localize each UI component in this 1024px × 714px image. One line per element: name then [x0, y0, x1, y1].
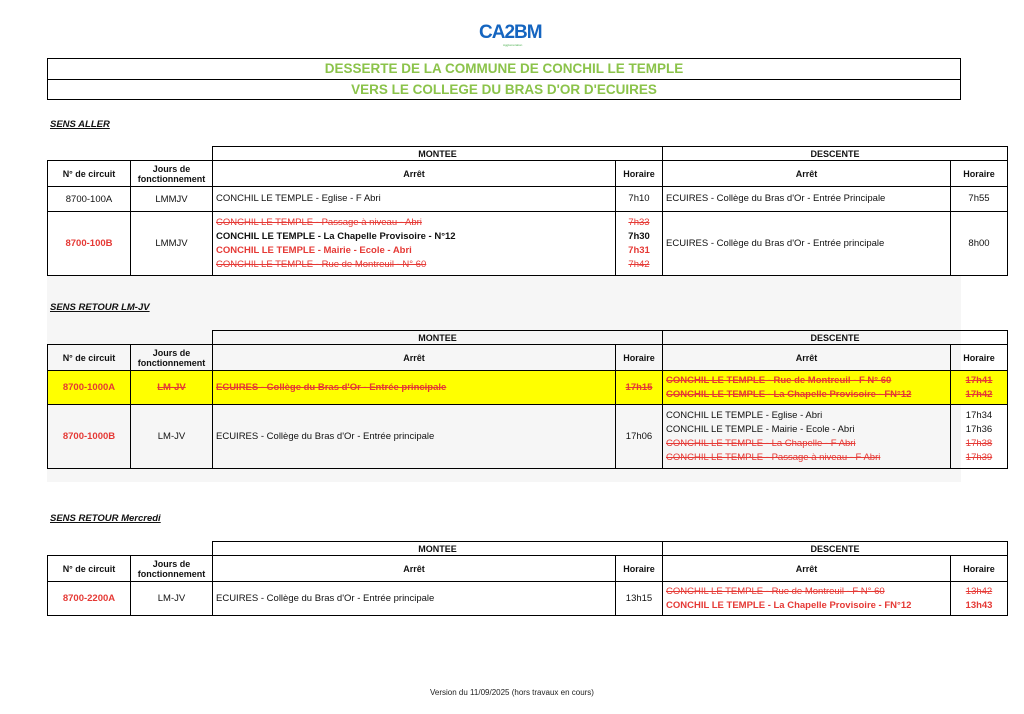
- operating-days: LMMJV: [131, 212, 213, 276]
- descente-header: DESCENTE: [663, 331, 1008, 345]
- section-label-aller: SENS ALLER: [50, 119, 110, 130]
- circuit-header: N° de circuit: [48, 345, 131, 371]
- section-label-retour-mercredi: SENS RETOUR Mercredi: [50, 513, 161, 524]
- stop-name: CONCHIL LE TEMPLE - Passage à niveau - Abri: [216, 216, 422, 228]
- arret-header: Arrêt: [213, 345, 616, 371]
- timetable: [47, 330, 1008, 469]
- stop-name: CONCHIL LE TEMPLE - Passage à niveau - F Abri: [666, 451, 881, 463]
- stop-time: 7h55: [968, 193, 990, 204]
- descente-stops: [663, 582, 951, 616]
- stop-time: 7h31: [628, 244, 650, 256]
- stop-time: 8h00: [968, 237, 990, 249]
- stop-time: 17h42: [965, 388, 993, 400]
- descente-times: [951, 212, 1008, 276]
- descente-times: [951, 582, 1008, 616]
- jours-header: Jours de fonctionnement: [131, 345, 213, 371]
- descente-stops: [663, 212, 951, 276]
- operating-days: LM-JV: [131, 405, 213, 469]
- descente-times: [951, 371, 1008, 405]
- montee-stops: [213, 187, 616, 212]
- arret-header: Arrêt: [663, 556, 951, 582]
- table-row: [48, 212, 1008, 276]
- arret-header: Arrêt: [663, 345, 951, 371]
- stop-name: CONCHIL LE TEMPLE - La Chapelle Provisoire - N°12: [216, 230, 456, 242]
- stop-time: 17h15: [625, 381, 653, 393]
- montee-times: [616, 582, 663, 616]
- stop-name: ECUIRES - Collège du Bras d'Or - Entrée principale: [216, 381, 447, 393]
- stop-time: 7h42: [628, 258, 650, 270]
- montee-header: MONTEE: [213, 542, 663, 556]
- version-footer: Version du 11/09/2025 (hors travaux en cours): [430, 688, 594, 697]
- descente-stops: [663, 371, 951, 405]
- montee-times: [616, 371, 663, 405]
- arret-header: Arrêt: [213, 161, 616, 187]
- stop-name: CONCHIL LE TEMPLE - La Chapelle Provisoire - FN°12: [666, 388, 912, 400]
- stop-time: 13h42: [965, 585, 993, 597]
- arret-header: Arrêt: [663, 161, 951, 187]
- stop-name: ECUIRES - Collège du Bras d'Or - Entrée principale: [216, 592, 435, 604]
- table-row: [48, 582, 1008, 616]
- montee-times: [616, 187, 663, 212]
- arret-header: Arrêt: [213, 556, 616, 582]
- stop-name: ECUIRES - Collège du Bras d'Or - Entrée principale: [216, 430, 435, 442]
- stop-name: CONCHIL LE TEMPLE - La Chapelle - F Abri: [666, 437, 856, 449]
- section-label-retour-lmjv: SENS RETOUR LM-JV: [50, 302, 150, 313]
- stop-name: ECUIRES - Collège du Bras d'Or - Entrée Principale: [666, 193, 886, 204]
- montee-header: MONTEE: [213, 147, 663, 161]
- circuit-number: 8700-1000A: [48, 371, 131, 405]
- stop-time: 13h43: [965, 599, 993, 611]
- stop-time: 17h06: [625, 430, 653, 442]
- descente-header: DESCENTE: [663, 542, 1008, 556]
- stop-time: 7h10: [628, 193, 650, 204]
- horaire-header: Horaire: [951, 345, 1008, 371]
- descente-times: [951, 405, 1008, 469]
- circuit-number: 8700-2200A: [48, 582, 131, 616]
- logo: [471, 20, 541, 50]
- jours-header: Jours de fonctionnement: [131, 556, 213, 582]
- stop-time: 7h33: [628, 216, 650, 228]
- operating-days: LM-JV: [131, 582, 213, 616]
- montee-times: [616, 405, 663, 469]
- descente-times: [951, 187, 1008, 212]
- montee-stops: [213, 212, 616, 276]
- horaire-header: Horaire: [951, 556, 1008, 582]
- descente-stops: [663, 187, 951, 212]
- horaire-header: Horaire: [616, 161, 663, 187]
- title-line-1: DESSERTE DE LA COMMUNE DE CONCHIL LE TEMPLE: [324, 61, 684, 76]
- montee-stops: [213, 405, 616, 469]
- logo-subtitle: Agglomération: [503, 43, 523, 47]
- descente-header: DESCENTE: [663, 147, 1008, 161]
- horaire-header: Horaire: [616, 345, 663, 371]
- stop-name: ECUIRES - Collège du Bras d'Or - Entrée principale: [666, 237, 885, 249]
- montee-stops: [213, 371, 616, 405]
- timetable: [47, 541, 1008, 616]
- circuit-header: N° de circuit: [48, 161, 131, 187]
- horaire-header: Horaire: [616, 556, 663, 582]
- operating-days: LM-JV: [131, 371, 213, 405]
- title-line-2: VERS LE COLLEGE DU BRAS D'OR D'ECUIRES: [48, 79, 960, 99]
- stop-time: 13h15: [625, 592, 653, 604]
- circuit-header: N° de circuit: [48, 556, 131, 582]
- stop-name: CONCHIL LE TEMPLE - Rue de Montreuil - F N° 60: [666, 585, 885, 597]
- stop-time: 17h36: [965, 423, 993, 435]
- circuit-number: 8700-1000B: [48, 405, 131, 469]
- montee-header: MONTEE: [213, 331, 663, 345]
- horaire-header: Horaire: [951, 161, 1008, 187]
- descente-stops: [663, 405, 951, 469]
- stop-name: CONCHIL LE TEMPLE - La Chapelle Provisoire - FN°12: [666, 599, 912, 611]
- circuit-number: 8700-100A: [48, 187, 131, 212]
- stop-time: 17h34: [965, 409, 993, 421]
- stop-name: CONCHIL LE TEMPLE - Eglise - F Abri: [216, 193, 381, 204]
- document-title: [47, 58, 961, 100]
- table-row: [48, 371, 1008, 405]
- stop-time: 17h38: [965, 437, 993, 449]
- stop-name: CONCHIL LE TEMPLE - Mairie - Ecole - Abri: [666, 423, 855, 435]
- stop-time: 17h39: [965, 451, 993, 463]
- stop-name: CONCHIL LE TEMPLE - Eglise - Abri: [666, 409, 823, 421]
- table-row: [48, 405, 1008, 469]
- stop-name: CONCHIL LE TEMPLE - Mairie - Ecole - Abri: [216, 244, 412, 256]
- stop-name: CONCHIL LE TEMPLE - Rue de Montreuil - F N° 60: [666, 374, 892, 386]
- montee-times: [616, 212, 663, 276]
- stop-name: CONCHIL LE TEMPLE - Rue de Montreuil - N° 60: [216, 258, 427, 270]
- circuit-number: 8700-100B: [48, 212, 131, 276]
- operating-days: LMMJV: [131, 187, 213, 212]
- logo-text: CA2BM: [479, 22, 542, 43]
- stop-time: 17h41: [965, 374, 993, 386]
- timetable: [47, 146, 1008, 276]
- table-row: [48, 187, 1008, 212]
- montee-stops: [213, 582, 616, 616]
- stop-time: 7h30: [628, 230, 650, 242]
- jours-header: Jours de fonctionnement: [131, 161, 213, 187]
